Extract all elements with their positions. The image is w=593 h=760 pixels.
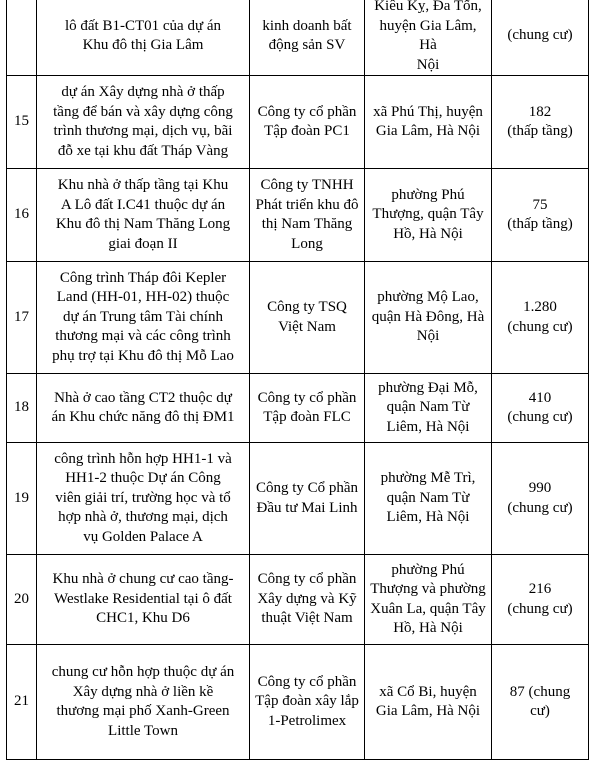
project-name-cell: chung cư hỗn hợp thuộc dự án Xây dựng nhà ở liền kề thương mại phố Xanh-Green Little Town (37, 645, 250, 760)
project-name-cell: dự án Xây dựng nhà ở thấp tầng để bán và xây dựng công trình thương mại, dịch vụ, bãi đỗ xe tại khu đất Tháp Vàng (37, 76, 250, 169)
investor-cell: Công ty cổ phần Xây dựng và Kỹ thuật Việt Nam (250, 555, 365, 645)
quantity-cell: 1.280 (chung cư) (492, 262, 589, 374)
quantity-cell: 75 (thấp tầng) (492, 169, 589, 262)
quantity-cell: 182 (thấp tầng) (492, 76, 589, 169)
project-name-cell: công trình hỗn hợp HH1-1 và HH1-2 thuộc Dự án Công viên giải trí, trường học và tổ hợp nhà ở, thương mại, dịch vụ Golden Palace A (37, 443, 250, 555)
investor-cell: Công ty cổ phần Tập đoàn PC1 (250, 76, 365, 169)
quantity-cell: 216 (chung cư) (492, 555, 589, 645)
project-name-cell: Khu nhà ở thấp tầng tại Khu A Lô đất I.C41 thuộc dự án Khu đô thị Nam Thăng Long giai đoạn II (37, 169, 250, 262)
investor-cell: Công ty TSQ Việt Nam (250, 262, 365, 374)
row-number-cell: 20 (7, 555, 37, 645)
row-number-cell: 18 (7, 374, 37, 443)
table-row (7, 645, 589, 760)
project-name-cell: Nhà ở cao tầng CT2 thuộc dự án Khu chức năng đô thị ĐM1 (37, 374, 250, 443)
location-cell: phường Phú Thượng, quận Tây Hồ, Hà Nội (365, 169, 492, 262)
location-cell: phường Đại Mỗ, quận Nam Từ Liêm, Hà Nội (365, 374, 492, 443)
investor-cell: Công ty cổ phần Tập đoàn FLC (250, 374, 365, 443)
row-number-cell (7, 0, 37, 76)
project-name-cell: lô đất B1-CT01 của dự án Khu đô thị Gia Lâm (37, 0, 250, 76)
project-name-cell: Công trình Tháp đôi Kepler Land (HH-01, HH-02) thuộc dự án Trung tâm Tài chính thương mại và các công trình phụ trợ tại Khu đô thị Mỗ Lao (37, 262, 250, 374)
investor-cell: Công ty TNHH Phát triển khu đô thị Nam Thăng Long (250, 169, 365, 262)
investor-cell: Công ty Cổ phần Đầu tư Mai Linh (250, 443, 365, 555)
row-number-cell: 16 (7, 169, 37, 262)
housing-projects-table (6, 0, 589, 760)
row-number-cell: 21 (7, 645, 37, 760)
row-number-cell: 19 (7, 443, 37, 555)
location-cell: phường Mộ Lao, quận Hà Đông, Hà Nội (365, 262, 492, 374)
location-cell: xã Phú Thị, huyện Gia Lâm, Hà Nội (365, 76, 492, 169)
table-row (7, 169, 589, 262)
location-cell: xã Cổ Bi, huyện Gia Lâm, Hà Nội (365, 645, 492, 760)
location-cell: Kiêu Kỵ, Đa Tốn, huyện Gia Lâm, Hà Nội (365, 0, 492, 76)
table-row (7, 374, 589, 443)
table-row (7, 555, 589, 645)
table-row (7, 76, 589, 169)
location-cell: phường Mễ Trì, quận Nam Từ Liêm, Hà Nội (365, 443, 492, 555)
quantity-cell: (chung cư) (492, 0, 589, 76)
location-cell: phường Phú Thượng và phường Xuân La, quận Tây Hồ, Hà Nội (365, 555, 492, 645)
project-name-cell: Khu nhà ở chung cư cao tầng- Westlake Residential tại ô đất CHC1, Khu D6 (37, 555, 250, 645)
row-number-cell: 15 (7, 76, 37, 169)
quantity-cell: 87 (chung cư) (492, 645, 589, 760)
quantity-cell: 990 (chung cư) (492, 443, 589, 555)
row-number-cell: 17 (7, 262, 37, 374)
investor-cell: Công ty cổ phần Tập đoàn xây lắp 1-Petrolimex (250, 645, 365, 760)
investor-cell: kinh doanh bất động sản SV (250, 0, 365, 76)
table-row (7, 0, 589, 76)
table-row (7, 262, 589, 374)
quantity-cell: 410 (chung cư) (492, 374, 589, 443)
table-row (7, 443, 589, 555)
